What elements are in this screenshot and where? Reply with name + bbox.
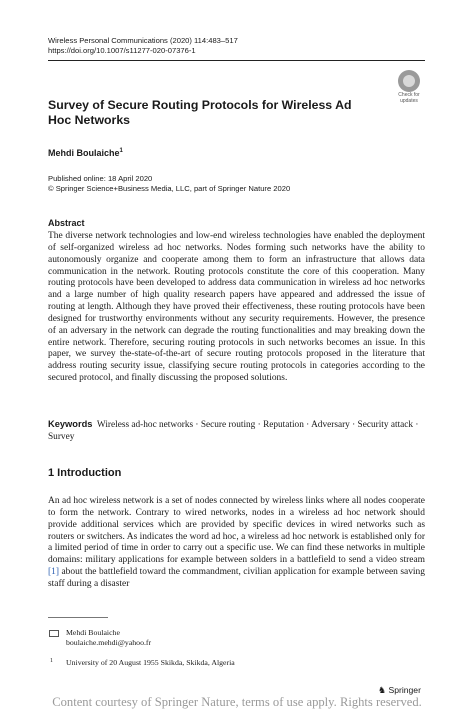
springer-horse-icon: ♞ <box>378 685 387 695</box>
paper-title: Survey of Secure Routing Protocols for Wireless Ad Hoc Networks <box>48 98 352 127</box>
author-name: Mehdi Boulaiche <box>48 148 120 158</box>
header-rule <box>48 60 425 61</box>
journal-citation: Wireless Personal Communications (2020) 114:483–517 <box>48 36 238 45</box>
copyright-line: © Springer Science+Business Media, LLC, part of Springer Nature 2020 <box>48 184 291 193</box>
courtesy-notice: Content courtesy of Springer Nature, terms of use apply. Rights reserved. <box>52 695 422 709</box>
footnote-rule <box>48 617 108 618</box>
author-line <box>48 148 123 158</box>
crossmark-badge[interactable] <box>394 70 424 104</box>
abstract-heading: Abstract <box>48 218 85 228</box>
citation-link[interactable]: [1] <box>48 567 60 578</box>
abstract-text: The diverse network technologies and low-end wireless technologies have enabled the deployment of self-organized wireless ad hoc networks. Nodes forming such networks have the ability to autonomously organize and cooperate among them to form an infrastructure that allows data communication in the network. Routing protocols constitute the core of this cooperation. Many routing protocols have been developed to address data communication in wireless ad hoc networks and a large number of high quality research papers have appeared and addressed the issue of routing at length. Although they have proved their effectiveness, these routing protocols have been designed for trustworthy environments without any security requirements. However, the presence of an adversary in the network can degrade the routing functionalities and may breaking down the entire network. Therefore, securing routing protocols in such networks becomes an issue. In this paper, we survey the-state-of-the-art of secure routing protocols proposed in the literature that address routing security issue, classifying secure routing protocols in categories according to the secured protocol, and finally discussing the proposed solutions. <box>48 231 425 384</box>
envelope-icon <box>49 630 59 637</box>
crossmark-label-1: Check for <box>398 92 420 98</box>
intro-text-1: An ad hoc wireless network is a set of nodes connected by wireless links where all nodes cooperate to form the network. Contrary to wired networks, nodes in a wireless ad hoc network should provide additional services which are provided by specific devices in wired networks such as routers or switchers. As indicates the word ad hoc, a wireless ad hoc network is established only for a limited period of time in order to carry out a specific use. We can find these networks in multiple domains: military applications for example between solders in a battlefield to send a video stream <box>48 496 425 566</box>
publisher-name: Springer <box>388 685 421 695</box>
keywords-label: Keywords <box>48 419 93 429</box>
keywords <box>48 418 425 443</box>
author-affil-mark: 1 <box>119 148 123 154</box>
crossmark-icon <box>398 70 420 92</box>
section-heading-introduction: 1 Introduction <box>48 467 122 479</box>
contact-name: Mehdi Boulaiche <box>66 628 120 637</box>
keywords-text: Wireless ad-hoc networks · Secure routing · Reputation · Adversary · Security attack · Survey <box>48 420 419 442</box>
crossmark-label-2: updates <box>400 97 418 104</box>
doi-link[interactable]: https://doi.org/10.1007/s11277-020-07376-1 <box>48 46 196 55</box>
intro-text-2: about the battlefield toward the commandment, civilian application for example between saving staff during a disaster <box>48 567 425 589</box>
published-date: Published online: 18 April 2020 <box>48 174 153 183</box>
contact-email[interactable]: boulaiche.mehdi@yahoo.fr <box>66 638 152 647</box>
affiliation: University of 20 August 1955 Skikda, Skikda, Algeria <box>66 658 235 667</box>
intro-paragraph <box>48 496 425 591</box>
affil-footnote-mark: 1 <box>50 658 53 664</box>
